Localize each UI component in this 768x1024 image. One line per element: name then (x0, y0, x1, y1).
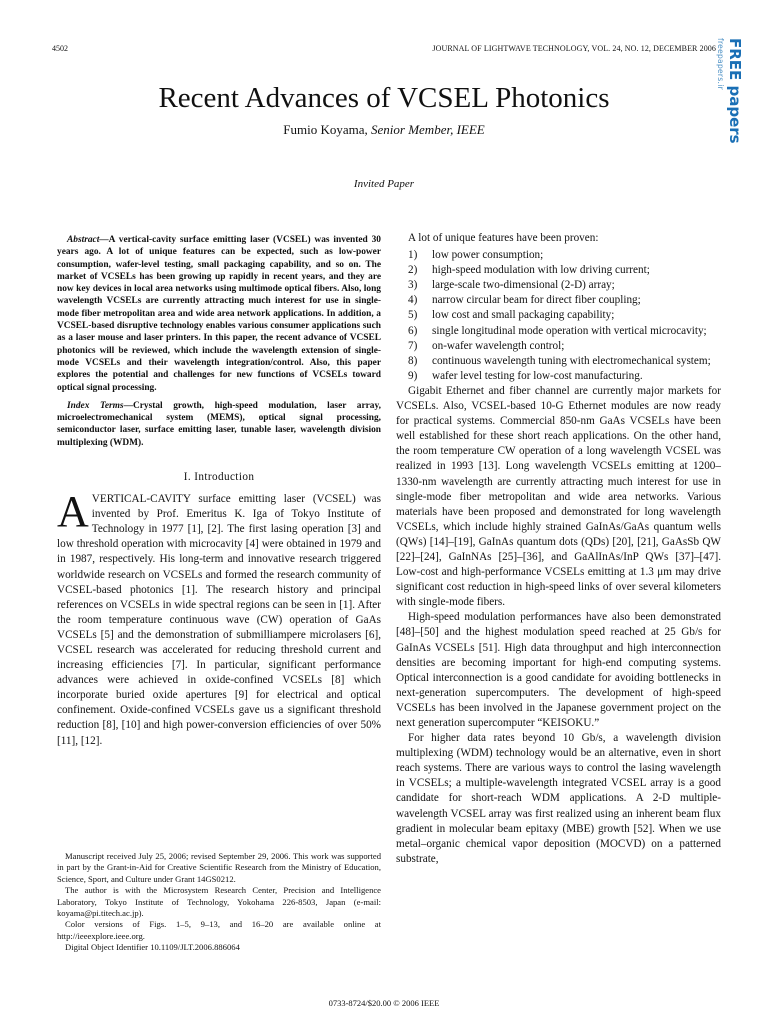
body-paragraph: For higher data rates beyond 10 Gb/s, a wavelength division multiplexing (WDM) technology would be an alternative, even in short reach systems. There are various ways to control the lasing wavelength in VCSELs; a multiple-wavelength integrated VCSEL array is a good candidate for short-reach WDM applications. A 2-D multiple-wavelength VCSEL array was first realized using an inherent beam flux gradient in molecular beam epitaxy (MBE) growth [52]. When we use metal–organic chemical vapor deposition (MOCVD) on a patterned substrate, (396, 732, 721, 865)
list-item (396, 339, 721, 354)
body-paragraph: High-speed modulation performances have also been demonstrated [48]–[50] and the highest modulation speed reached at 25 Gb/s for GaInAs VCSELs [51]. High data throughput and high interconnection densities are becoming important for high-end computing systems. Optical interconnection is a good candidate for avoiding bottlenecks in next-generation supercomputers. The development of high-speed VCSELs has been involved in the Japanese government project on the next generation supercomputer “KEISOKU.” (396, 611, 721, 729)
list-item (396, 354, 721, 369)
item-text: large-scale two-dimensional (2-D) array; (432, 279, 615, 292)
paper-type: Invited Paper (353, 178, 415, 190)
footnote: Color versions of Figs. 1–5, 9–13, and 16–20 are available online at http://ieeexplore.ieee.org. (57, 919, 381, 941)
item-number: 2) (408, 264, 418, 277)
list-item (396, 308, 721, 323)
item-number: 6) (408, 324, 418, 337)
list-item (396, 263, 721, 278)
intro-text: VERTICAL-CAVITY surface emitting laser (VCSEL) was invented by Prof. Emeritus K. Iga of Tokyo Institute of Technology in 1977 [1], [2]. The first lasing operation [3] and low threshold operation with microcavity [4] were obtained in 1979 and in 1987, respectively. His long-term and innovative research triggered worldwide research on VCSELs and formed the research community of VCSEL-based photonics [1]. The research history and principal references on VCSELs in wide spectral regions can be seen in [1]. After the room temperature continuous wave (CW) operation of GaAs VCSELs [5] and the demonstration of submilliampere microlasers [6], VCSEL research was accelerated for reducing threshold current and increasing efficiencies [7]. In particular, significant performance advances were achieved in oxide-confined VCSELs [8] which incorporate buried oxide apertures [9] for electrical and optical confinement. Oxide-confined VCSELs gave us a significant threshold reduction [8], [10] and high power-conversion efficiencies of over 50% [11], [12]. (57, 493, 381, 747)
journal-header: JOURNAL OF LIGHTWAVE TECHNOLOGY, VOL. 24, NO. 12, DECEMBER 2006 (432, 44, 716, 53)
list-item (396, 369, 721, 384)
author-name: Fumio Koyama, (283, 122, 372, 137)
item-text: high-speed modulation with low driving current; (432, 264, 650, 277)
abstract-text: —A vertical-cavity surface emitting laser (VCSEL) was invented 30 years ago. A lot of unique features can be expected, such as low-power consumption, wafer-level testing, small packaging capability, and so on. The market of VCSELs has been growing up rapidly in recent years, and they are now key devices in local area networks using multimode optical fibers. Also, long wavelength VCSELs are currently attracting much interest for use in single-mode fiber metropolitan area and wide area network applications. In addition, a VCSEL-based disruptive technology enables various consumer applications such as a laser mouse and laser printers. In this paper, the recent advance of VCSEL photonics will be reviewed, which include the wavelength extension of single-mode VCSELs and their wavelength integration/control. Also, this paper explores the potential and challenges for new functions of VCSELs toward optical signal processing. (57, 235, 381, 393)
footnotes (57, 851, 381, 954)
item-number: 4) (408, 294, 418, 307)
item-number: 7) (408, 339, 418, 352)
author-line (0, 122, 768, 138)
features-intro: A lot of unique features have been proven: (408, 232, 599, 244)
left-column (57, 234, 381, 749)
drop-cap: A (57, 487, 89, 537)
item-text: on-wafer wavelength control; (432, 339, 565, 352)
abstract-label: Abstract (67, 235, 100, 245)
footnote: Digital Object Identifier 10.1109/JLT.2006.886064 (65, 942, 240, 953)
paper-title: Recent Advances of VCSEL Photonics (158, 82, 610, 114)
index-terms (57, 400, 381, 449)
feature-list (396, 248, 721, 384)
list-item (396, 278, 721, 293)
item-number: 1) (408, 249, 418, 262)
item-text: narrow circular beam for direct fiber coupling; (432, 294, 641, 307)
item-number: 9) (408, 369, 418, 382)
list-item (396, 248, 721, 263)
item-number: 8) (408, 354, 418, 367)
item-text: wafer level testing for low-cost manufacturing. (432, 369, 643, 382)
item-text: single longitudinal mode operation with vertical microcavity; (432, 324, 707, 337)
intro-paragraph (57, 487, 381, 749)
footnote: Manuscript received July 25, 2006; revised September 29, 2006. This work was supported in part by the Grant-in-Aid for Creative Scientific Research from the Ministry of Education, Science, Sport, and Culture under Grant 14GS0212. (57, 851, 381, 884)
footnote: The author is with the Microsystem Research Center, Precision and Intelligence Laboratory, Tokyo Institute of Technology, Yokohama 226-8503, Japan (e-mail: koyama@pi.titech.ac.jp). (57, 885, 381, 919)
index-terms-label: Index Terms (67, 400, 124, 411)
item-number: 5) (408, 309, 418, 322)
abstract (57, 234, 381, 394)
list-item (396, 293, 721, 308)
section-heading: I. Introduction (183, 471, 255, 484)
item-text: low cost and small packaging capability; (432, 309, 615, 322)
page-number: 4502 (52, 44, 68, 53)
logo-text: FREE papers (726, 38, 744, 144)
body-paragraph: Gigabit Ethernet and fiber channel are currently major markets for VCSELs. Also, VCSEL-based 10-G Ethernet modules are now ready for practical systems. Commercial 850-nm GaAs VCSELs have been well established for these short reach applications. On the other hand, the room temperature CW operation of a long wavelength VCSEL was realized in 1993 [13]. Long wavelength VCSELs emitting at 1200–1330-nm wavelength are currently attracting much interest for use in single-mode fiber metropolitan and wide area networks. Various materials have been proposed and demonstrated for long wavelength VCSELs, which include highly strained GaInAs/GaAs quantum wells (QWs) [14]–[19], GaInAs quantum dots (QDs) [20], [21], GaAsSb QW [22]–[24], GaInNAs [25]–[36], and GaAlInAs/InP QWs [37]–[47]. Low-cost and high-performance VCSELs emitting at 1.3 μm may drive significant cost reduction in high-speed links of over several kilometers with single-mode fibers. (396, 384, 721, 609)
copyright-footer: 0733-8724/$20.00 © 2006 IEEE (328, 998, 440, 1008)
logo-url: freepapers.ir (716, 38, 725, 90)
list-item (396, 324, 721, 339)
author-title: Senior Member, IEEE (371, 122, 485, 137)
right-column (396, 231, 721, 867)
item-text: low power consumption; (432, 249, 544, 262)
item-text: continuous wavelength tuning with electromechanical system; (432, 354, 711, 367)
index-terms-text: —Crystal growth, high-speed modulation, laser array, microelectromechanical system (MEMS), optical signal processing, semiconductor laser, surface emitting laser, tunable laser, wavelength division multiplexing (WDM). (57, 400, 381, 448)
item-number: 3) (408, 279, 418, 292)
